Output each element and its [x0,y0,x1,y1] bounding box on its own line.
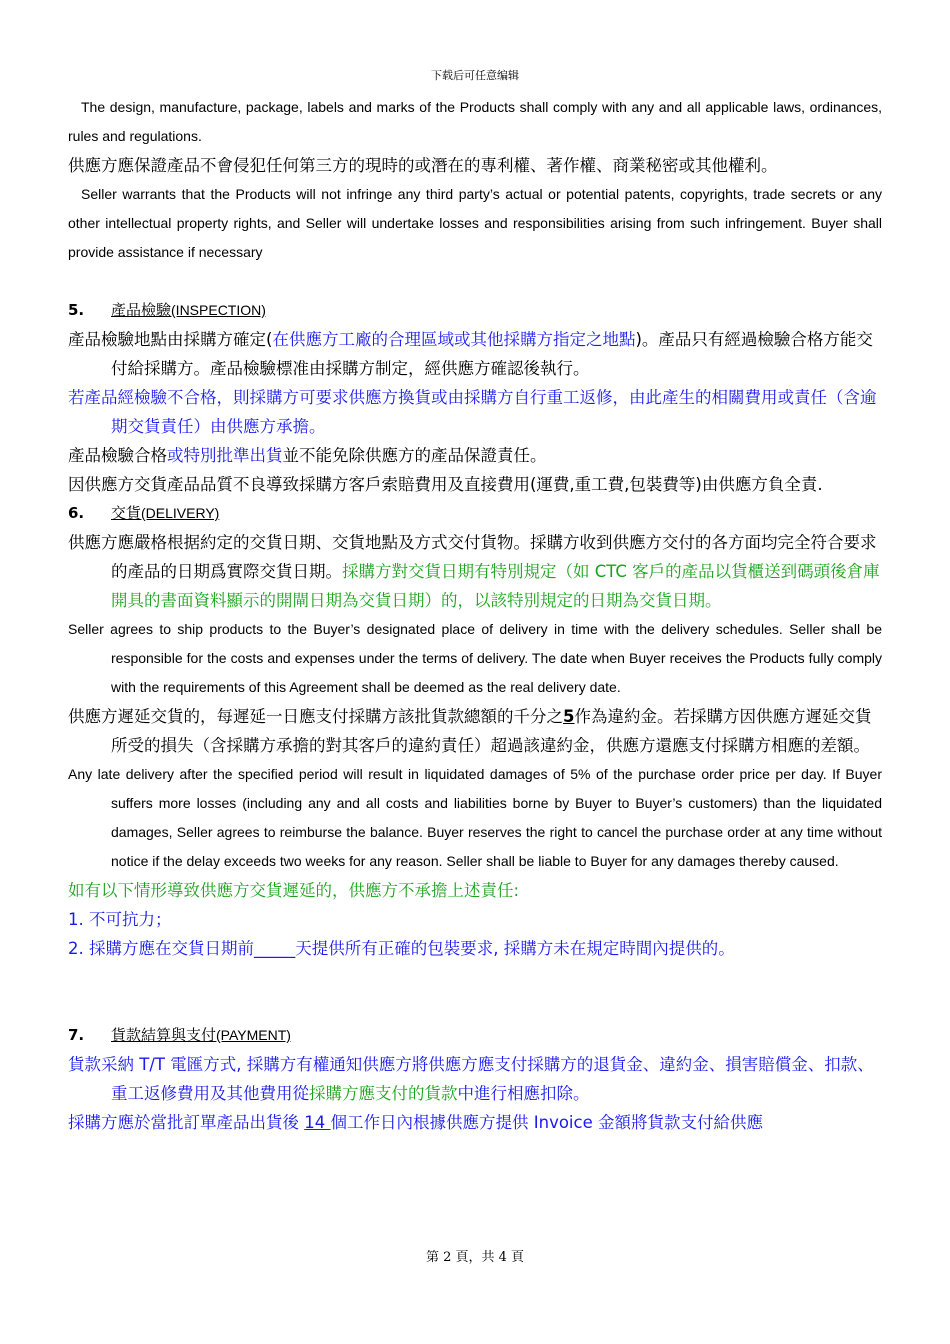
section-7-heading [68,1021,882,1050]
section-number: 7. [68,1026,85,1044]
section-title-en: (INSPECTION) [171,302,266,318]
text: 作為違約金。若採購方因供應方遲延交貨所受的損失（含採購方承擔的對其客戶的違約責任）超過該違約金，供應方還應支付採購方相應的差額。 [111,707,872,755]
section-title-zh: 產品檢驗 [111,301,172,319]
penalty-rate: 5 [563,707,575,726]
s5-paragraph-4: 因供應方交貨產品品質不良導致採購方客戶索賠費用及直接費用(運費,重工費,包裝費等)由供應方負全責. [68,475,823,494]
intro-warranty-en: Seller warrants that the Products will not infringe any third party’s actual or potential patents, copyrights, trade secrets or any other intellectual property rights, and Seller will undertake losses and responsibilities arising from such infringement. Buyer shall provide assistance if necessary [68,186,882,260]
blank-field: _____ [254,939,296,958]
intro-compliance-en: The design, manufacture, package, labels and marks of the Products shall comply with any and all applicable laws, ordinances, rules and regulations. [68,99,882,144]
section-number: 5. [68,301,85,319]
section-title-en: (DELIVERY) [141,505,220,521]
payment-days: 14 [304,1113,331,1132]
text: 並不能免除供應方的產品保證責任。 [282,446,547,465]
s5-paragraph-1 [68,325,882,383]
s6-paragraph-1 [68,528,882,615]
s6-paragraph-5: 如有以下情形導致供應方交貨遲延的，供應方不承擔上述責任: [68,881,520,900]
s7-paragraph-1 [68,1050,882,1108]
page-header: 下载后可任意编辑 [431,69,519,82]
text: 中進行相應扣除。 [457,1084,590,1103]
s6-paragraph-3 [68,702,882,760]
s7-paragraph-2 [68,1108,882,1137]
highlighted-text: 或特別批準出貨 [167,446,283,465]
section-6-heading [68,499,882,528]
intro-warranty-zh: 供應方應保證產品不會侵犯任何第三方的現時的或潛在的專利權、著作權、商業秘密或其他權利。 [68,156,778,175]
text: 個工作日內根據供應方提供 Invoice 金額將貨款支付給供應 [330,1113,763,1132]
highlighted-text: 採購方應支付的貨款 [309,1084,458,1103]
s6-paragraph-2-en: Seller agrees to ship products to the Buyer’s designated place of delivery in time with the delivery schedules. Seller shall be responsible for the costs and expenses under the terms of delivery. The date when Buyer receives the Products fully comply with the requirements of this Agreement shall be deemed as the real delivery date. [68,621,882,695]
section-title-zh: 交貨 [111,504,142,522]
page-footer: 第 2 頁，共 4 頁 [425,1250,525,1265]
highlighted-text: 在供應方工廠的合理區域或其他採購方指定之地點 [272,330,636,349]
s6-item-1: 1. 不可抗力； [68,910,172,929]
text: 產品檢驗合格 [68,446,167,465]
highlighted-text: 採購方對交貨日期有特別規定（如 CTC 客戶的產品以貨櫃送到碼頭後倉庫開具的書面資料顯示的開閘日期為交貨日期）的，以該特別規定的日期為交貨日期。 [111,562,880,610]
document-body [68,93,882,1137]
text: 供應方應嚴格根据約定的交貨日期、交貨地點及方式交付貨物。採購方收到供應方交付的各方面均完全符合要求的產品的日期爲實際交貨日期。 [68,533,877,581]
s5-paragraph-2: 若產品經檢驗不合格，則採購方可要求供應方換貨或由採購方自行重工返修，由此產生的相關費用或責任（含逾期交貨責任）由供應方承擔。 [68,388,877,436]
text: 貨款采納 T/T 電匯方式, 採購方有權通知供應方將供應方應支付採購方的退貨金、違約金、損害賠償金、扣款、重工返修費用及其他費用從 [68,1055,874,1103]
text: 2. 採購方應在交貨日期前 [68,939,254,958]
text: )。產品只有經過檢驗合格方能交付給採購方。產品檢驗標准由採購方制定，經供應方確認後執行。 [111,330,873,378]
text: 產品檢驗地點由採購方確定( [68,330,273,349]
s6-paragraph-4-en: Any late delivery after the specified period will result in liquidated damages of 5% of the purchase order price per day. If Buyer suffers more losses (including any and all costs and liabilities borne by Buyer to Buyer’s customers) than the liquidated damages, Seller agrees to reimburse the balance. Buyer reserves the right to cancel the purchase order at any time without notice if the delay exceeds two weeks for any reason. Seller shall be liable to Buyer for any damages thereby caused. [68,766,882,869]
section-number: 6. [68,504,85,522]
text: 採購方應於當批訂單產品出貨後 [68,1113,305,1132]
section-5-heading [68,296,882,325]
section-title-zh: 貨款結算與支付 [111,1026,217,1044]
s5-paragraph-3 [68,441,882,470]
s6-item-2 [68,934,882,963]
text: 天提供所有正確的包裝要求, 採購方未在規定時間內提供的。 [295,939,735,958]
section-title-en: (PAYMENT) [216,1027,291,1043]
text: 供應方遲延交貨的，每遲延一日應支付採購方該批貨款總額的千分之 [68,707,563,726]
